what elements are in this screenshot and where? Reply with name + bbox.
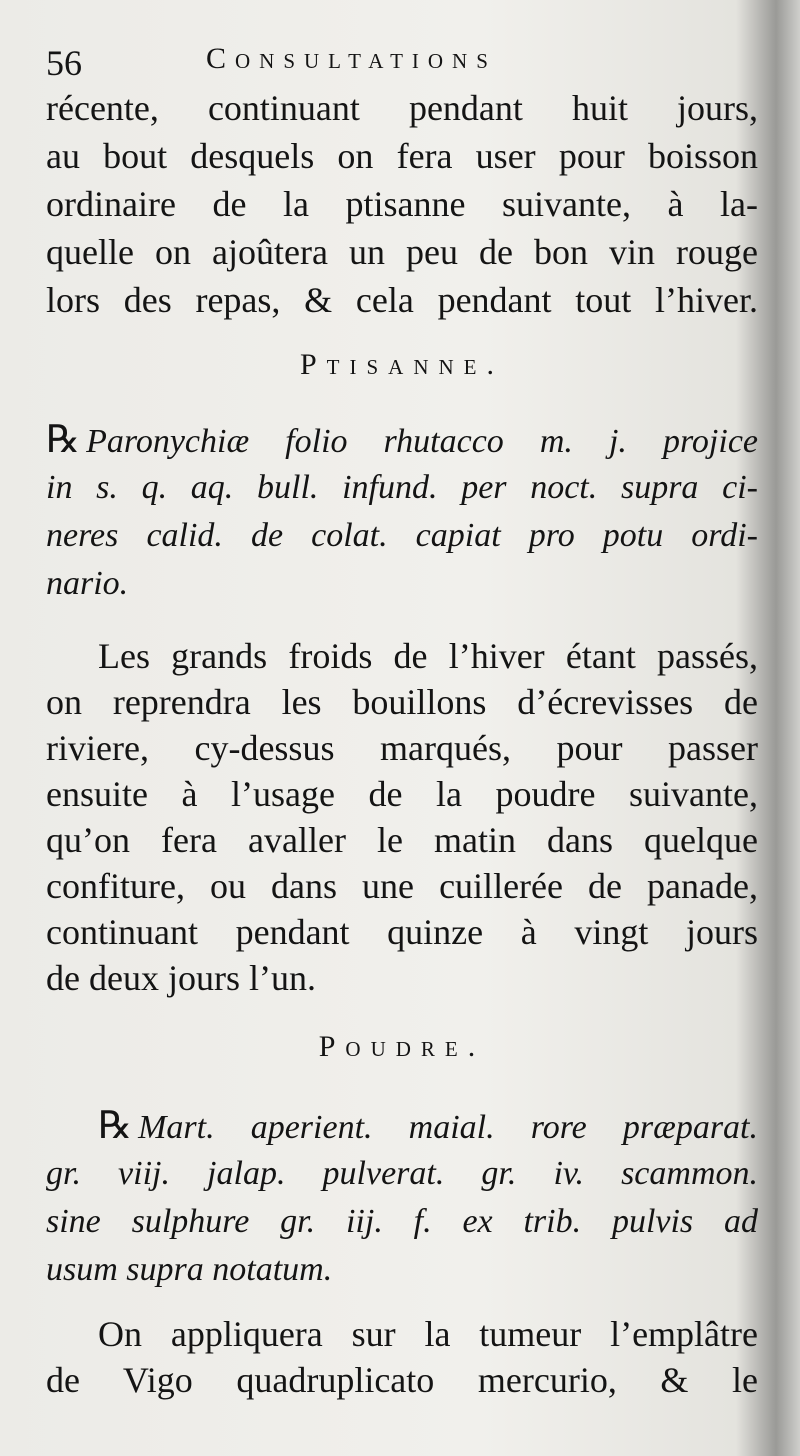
text-line: On appliquera sur la tumeur l’emplâtre [98, 1314, 758, 1354]
recipe-line [98, 1104, 758, 1150]
text-line: ordinaire de la ptisanne suivante, à la- [46, 184, 758, 224]
recipe-line: in s. q. aq. bull. infund. per noct. supra ci- [46, 469, 758, 506]
recipe-line: gr. viij. jalap. pulverat. gr. iv. scammon. [46, 1155, 758, 1192]
recipe-text: Paronychiæ folio rhutacco m. j. projice [86, 423, 758, 460]
text-line: au bout desquels on fera user pour boisson [46, 136, 758, 176]
recipe-text: Mart. aperient. maial. rore præparat. [138, 1109, 758, 1146]
text-line: ensuite à l’usage de la poudre suivante, [46, 774, 758, 814]
text-line: quelle on ajoûtera un peu de bon vin rouge [46, 232, 758, 272]
text-line: lors des repas, & cela pendant tout l’hiver. [46, 280, 758, 320]
recipe-line: neres calid. de colat. capiat pro potu ordi- [46, 517, 758, 554]
page-number: 56 [46, 43, 82, 83]
recipe-line [46, 418, 758, 464]
recipe-line: nario. [46, 565, 129, 602]
page-header [46, 40, 586, 88]
recipe-line: usum supra notatum. [46, 1251, 333, 1288]
section-heading: Ptisanne. [299, 348, 504, 381]
recipe-symbol: ℞ [46, 419, 81, 461]
text-line: de deux jours l’un. [46, 958, 316, 998]
text-line: riviere, cy-dessus marqués, pour passer [46, 728, 758, 768]
section-heading: Poudre. [318, 1030, 486, 1063]
text-line: de Vigo quadruplicato mercurio, & le [46, 1360, 758, 1400]
text-line: récente, continuant pendant huit jours, [46, 88, 758, 128]
recipe-line: sine sulphure gr. iij. f. ex trib. pulvis ad [46, 1203, 758, 1240]
text-line: qu’on fera avaller le matin dans quelque [46, 820, 758, 860]
running-title: Consultations [206, 42, 497, 75]
text-line: on reprendra les bouillons d’écrevisses de [46, 682, 758, 722]
recipe-symbol: ℞ [98, 1105, 133, 1147]
text-line: continuant pendant quinze à vingt jours [46, 912, 758, 952]
text-line: confiture, ou dans une cuillerée de panade, [46, 866, 758, 906]
text-line: Les grands froids de l’hiver étant passés, [98, 636, 758, 676]
